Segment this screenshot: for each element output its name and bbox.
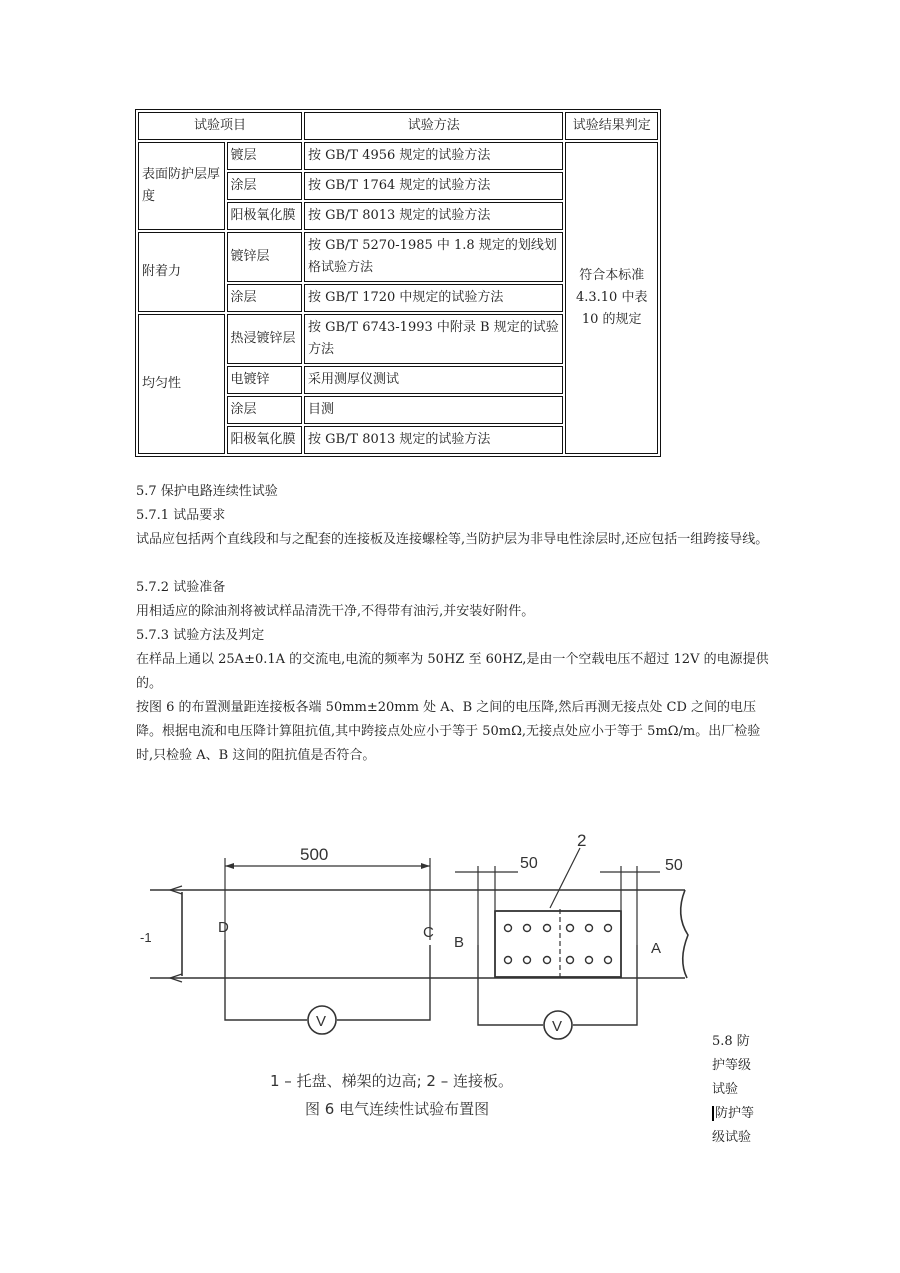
side-note-5-8 bbox=[712, 1030, 762, 1150]
bolt-hole bbox=[586, 925, 593, 932]
method-cell: 按 GB/T 6743-1993 中附录 B 规定的试验方法 bbox=[304, 314, 564, 364]
sub-item: 涂层 bbox=[227, 172, 302, 200]
table-header-row bbox=[138, 112, 658, 140]
side-note-title bbox=[712, 1102, 762, 1150]
side-note-heading: 5.8 防护等级试验 bbox=[712, 1034, 752, 1097]
sub-item: 镀层 bbox=[227, 142, 302, 170]
figure-caption: 图 6 电气连续性试验布置图 bbox=[305, 1100, 490, 1118]
sub-item: 阳极氧化膜 bbox=[227, 426, 302, 454]
bolt-hole bbox=[567, 957, 574, 964]
figure-6-diagram bbox=[140, 820, 700, 1130]
point-label-c: C bbox=[423, 924, 434, 941]
section-heading-5-7-3: 5.7.3 试验方法及判定 bbox=[136, 628, 265, 643]
section-heading-5-7-1: 5.7.1 试品要求 bbox=[136, 508, 226, 523]
figure-legend: 1 – 托盘、梯架的边高; 2 – 连接板。 bbox=[270, 1072, 513, 1090]
section-heading-5-7: 5.7 保护电路连续性试验 bbox=[136, 484, 278, 499]
dim-label-500: 500 bbox=[300, 845, 329, 864]
paragraph-test-preparation: 用相适应的除油剂将被试样品清洗干净,不得带有油污,并安装好附件。 bbox=[136, 604, 535, 619]
bolt-holes bbox=[505, 925, 612, 964]
group-item: 均匀性 bbox=[138, 314, 225, 454]
callout-leader bbox=[550, 848, 580, 908]
table-row bbox=[138, 142, 658, 170]
method-cell: 按 GB/T 5270-1985 中 1.8 规定的划线划格试验方法 bbox=[304, 232, 564, 282]
sub-item: 热浸镀锌层 bbox=[227, 314, 302, 364]
voltmeter-label-right: V bbox=[552, 1018, 563, 1035]
tray-break-right bbox=[681, 890, 688, 978]
method-cell: 按 GB/T 8013 规定的试验方法 bbox=[304, 426, 564, 454]
label-side-1: -1 bbox=[140, 930, 152, 945]
method-cell: 按 GB/T 1720 中规定的试验方法 bbox=[304, 284, 564, 312]
bolt-hole bbox=[586, 957, 593, 964]
dim-label-50-left: 50 bbox=[520, 855, 538, 872]
callout-label-2: 2 bbox=[577, 831, 587, 850]
result-cell: 符合本标准 4.3.10 中表 10 的规定 bbox=[565, 142, 658, 454]
point-label-d: D bbox=[218, 919, 229, 936]
header-test-result: 试验结果判定 bbox=[565, 112, 658, 140]
bolt-hole bbox=[544, 925, 551, 932]
bolt-hole bbox=[505, 957, 512, 964]
paragraph-test-current: 在样品上通以 25A±0.1A 的交流电,电流的频率为 50HZ 至 60HZ,是由一个空载电压不超过 12V 的电源提供的。 bbox=[136, 652, 769, 691]
bolt-hole bbox=[524, 957, 531, 964]
paragraph-specimen-requirements: 试品应包括两个直线段和与之配套的连接板及连接螺栓等,当防护层为非导电性涂层时,还应包括一组跨接导线。 bbox=[136, 532, 769, 547]
bolt-hole bbox=[544, 957, 551, 964]
bolt-hole bbox=[524, 925, 531, 932]
voltmeter-label-left: V bbox=[316, 1013, 327, 1030]
sub-item: 涂层 bbox=[227, 284, 302, 312]
sub-item: 镀锌层 bbox=[227, 232, 302, 282]
method-cell: 按 GB/T 8013 规定的试验方法 bbox=[304, 202, 564, 230]
side-arrows bbox=[170, 886, 182, 982]
group-item: 附着力 bbox=[138, 232, 225, 312]
text-cursor bbox=[712, 1106, 714, 1121]
header-test-item: 试验项目 bbox=[138, 112, 302, 140]
method-cell: 目测 bbox=[304, 396, 564, 424]
meter-circuit-right bbox=[478, 945, 637, 1025]
test-spec-table bbox=[135, 109, 661, 457]
sub-item: 电镀锌 bbox=[227, 366, 302, 394]
sub-item: 阳极氧化膜 bbox=[227, 202, 302, 230]
section-heading-5-7-2: 5.7.2 试验准备 bbox=[136, 580, 226, 595]
method-cell: 采用测厚仪测试 bbox=[304, 366, 564, 394]
bolt-hole bbox=[605, 925, 612, 932]
point-label-a: A bbox=[651, 940, 662, 957]
point-label-b: B bbox=[454, 934, 465, 951]
method-cell: 按 GB/T 4956 规定的试验方法 bbox=[304, 142, 564, 170]
dim-label-50-right: 50 bbox=[665, 857, 683, 874]
method-cell: 按 GB/T 1764 规定的试验方法 bbox=[304, 172, 564, 200]
header-test-method: 试验方法 bbox=[304, 112, 564, 140]
group-item: 表面防护层厚度 bbox=[138, 142, 225, 230]
paragraph-test-method: 按图 6 的布置测量距连接板各端 50mm±20mm 处 A、B 之间的电压降,然后再测无接点处 CD 之间的电压降。根据电流和电压降计算阻抗值,其中跨接点处应小于等于 50mΩ,无接点处应小于等于 5mΩ/m。出厂检验时,只检验 A、B 这间的阻抗值是否符合。 bbox=[136, 700, 761, 763]
side-note-title-text: 防护等级试验 bbox=[712, 1106, 755, 1145]
sub-item: 涂层 bbox=[227, 396, 302, 424]
bolt-hole bbox=[567, 925, 574, 932]
bolt-hole bbox=[505, 925, 512, 932]
bolt-hole bbox=[605, 957, 612, 964]
connection-plate bbox=[495, 911, 621, 977]
